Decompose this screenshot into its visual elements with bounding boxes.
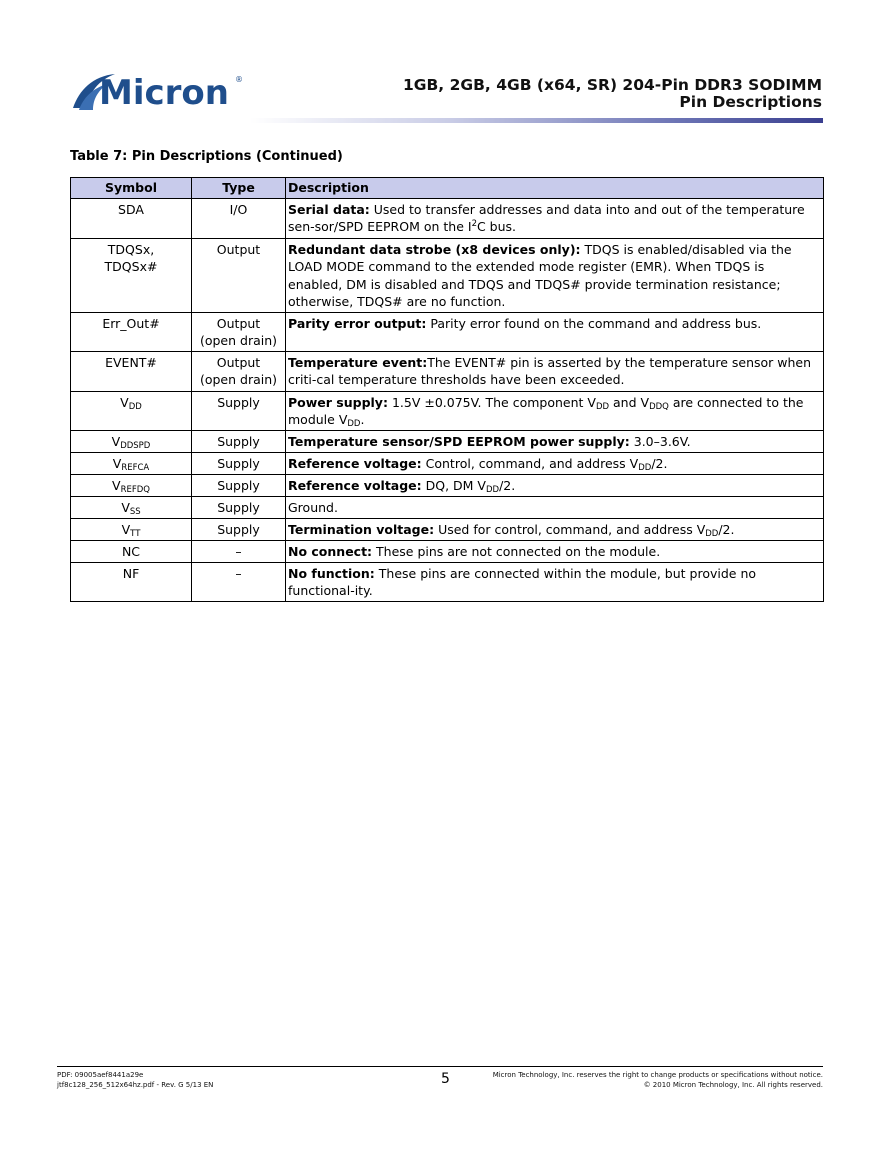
pin-description: No connect: These pins are not connected on the module. [286, 540, 824, 562]
column-header-symbol: Symbol [71, 178, 192, 199]
pin-description: Reference voltage: Control, command, and address $V_{DD}/2$. [286, 452, 824, 474]
footer-pdf-id: PDF: 09005aef8441a29e [57, 1071, 144, 1079]
pin-symbol: $V_{SS}$ [71, 496, 192, 518]
header-rule [250, 118, 823, 123]
table-row [71, 312, 824, 351]
column-header-type: Type [192, 178, 286, 199]
pin-type: Supply [192, 496, 286, 518]
footer-notice: Micron Technology, Inc. reserves the right to change products or specifications without notice. [492, 1071, 823, 1079]
pin-descriptions-table [70, 177, 824, 602]
pin-type: Supply [192, 430, 286, 452]
pin-symbol: NF [71, 562, 192, 601]
table-row [71, 496, 824, 518]
pin-description: No function: These pins are connected within the module, but provide no functional-ity. [286, 562, 824, 601]
pin-symbol: $V_{TT}$ [71, 518, 192, 540]
pin-type: Supply [192, 474, 286, 496]
pin-description: Power supply: 1.5V ±0.075V. The component $V_{DD}$ and $V_{DDQ}$ are connected to the module $V_{DD}$. [286, 391, 824, 430]
footer-copyright: © 2010 Micron Technology, Inc. All rights reserved. [643, 1081, 823, 1089]
table-row [71, 351, 824, 391]
pin-type: Output (open drain) [192, 312, 286, 351]
pin-type: I/O [192, 198, 286, 238]
pin-description: Ground. [286, 496, 824, 518]
table-row [71, 474, 824, 496]
footer-rule [57, 1066, 823, 1067]
page-number: 5 [441, 1071, 450, 1087]
pin-type: – [192, 562, 286, 601]
pin-description: Temperature sensor/SPD EEPROM power supply: 3.0–3.6V. [286, 430, 824, 452]
table-row [71, 198, 824, 238]
pin-type: Supply [192, 391, 286, 430]
pin-description: Termination voltage: Used for control, command, and address $V_{DD}/2$. [286, 518, 824, 540]
table-row [71, 391, 824, 430]
header-title: 1GB, 2GB, 4GB (x64, SR) 204-Pin DDR3 SODIMM [402, 76, 822, 94]
logo-wordmark: Micron [99, 73, 229, 113]
pin-symbol: $V_{DDSPD}$ [71, 430, 192, 452]
pin-description: Reference voltage: DQ, DM $V_{DD}/2$. [286, 474, 824, 496]
table-row [71, 430, 824, 452]
table-row [71, 540, 824, 562]
pin-type: Output (open drain) [192, 351, 286, 391]
footer-file-rev: jtf8c128_256_512x64hz.pdf - Rev. G 5/13 EN [57, 1081, 214, 1089]
column-header-description: Description [286, 178, 824, 199]
table-header-row [71, 178, 824, 199]
header-subtitle: Pin Descriptions [679, 93, 822, 111]
document-header [403, 77, 822, 111]
pin-description: Parity error output: Parity error found on the command and address bus. [286, 312, 824, 351]
table-caption: Table 7: Pin Descriptions (Continued) [70, 149, 343, 164]
pin-symbol: $V_{REFDQ}$ [71, 474, 192, 496]
logo-registered: ® [235, 75, 243, 84]
table-row [71, 452, 824, 474]
table-row [71, 518, 824, 540]
footer-legal [493, 1070, 823, 1090]
pin-symbol: SDA [71, 198, 192, 238]
pin-type: Output [192, 238, 286, 312]
pin-description: Serial data: Used to transfer addresses and data into and out of the temperature sen-sor/SPD EEPROM on the $I^2C$ bus. [286, 198, 824, 238]
pin-description: Temperature event:The EVENT# pin is asserted by the temperature sensor when criti-cal temperature thresholds have been exceeded. [286, 351, 824, 391]
footer-document-info [57, 1070, 213, 1090]
pin-symbol: TDQSx, TDQSx# [71, 238, 192, 312]
micron-logo [69, 68, 244, 114]
table-row [71, 238, 824, 312]
pin-symbol: $V_{REFCA}$ [71, 452, 192, 474]
pin-type: – [192, 540, 286, 562]
pin-symbol: NC [71, 540, 192, 562]
pin-type: Supply [192, 518, 286, 540]
pin-symbol: $V_{DD}$ [71, 391, 192, 430]
pin-symbol: EVENT# [71, 351, 192, 391]
pin-description: Redundant data strobe (x8 devices only): TDQS is enabled/disabled via the LOAD MODE command to the extended mode register (EMR). When TDQS is enabled, DM is disabled and TDQS and TDQS# provide termination resistance; otherwise, TDQS# are no function. [286, 238, 824, 312]
pin-type: Supply [192, 452, 286, 474]
pin-symbol: Err_Out# [71, 312, 192, 351]
table-row [71, 562, 824, 601]
